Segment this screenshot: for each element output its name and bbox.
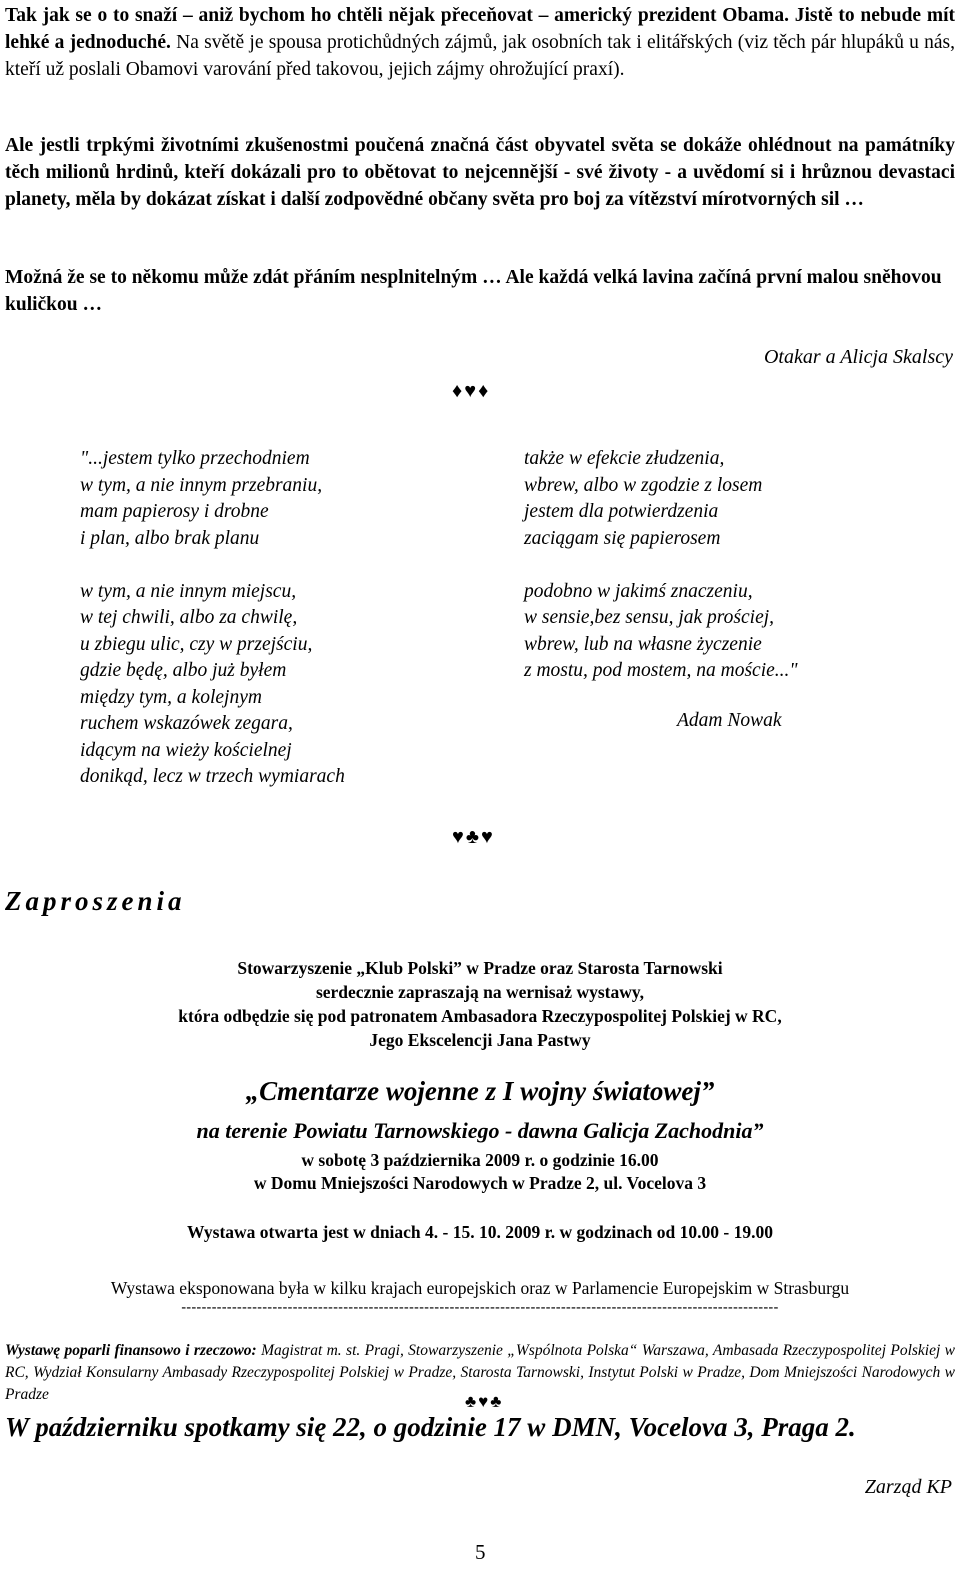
poem-line: mam papierosy i drobne [80,501,269,522]
poem-author: Adam Nowak [677,710,782,731]
poem-line: w tym, a nie innym miejscu, [80,580,297,602]
invitation-line: Jego Ekscelencji Jana Pastwy [369,1030,591,1050]
invitation-line: serdecznie zapraszają na wernisaż wystawy, [315,982,645,1002]
poem-line: między tym, a kolejnym [80,686,262,708]
poem-line: ruchem wskazówek zegara, [80,713,293,734]
section-title: Zaproszenia [5,886,186,916]
poem-line: w sensie,bez sensu, jak prościej, [524,607,775,628]
final-announcement: W październiku spotkamy się 22, o godzinie 17 w DMN, Vocelova 3, Praga 2. [5,1412,856,1442]
exhibition-history: Wystawa eksponowana była w kilku krajach europejskich oraz w Parlamencie Europejskim w Strasburgu [110,1278,850,1298]
poem-line: u zbiegu ulic, czy w przejściu, [80,633,313,655]
poem-stanza [524,446,798,552]
exhibition-place: w Domu Mniejszości Narodowych w Pradze 2, ul. Vocelova 3 [253,1173,707,1193]
poem-line: także w efekcie złudzenia, [524,448,725,469]
invitation-line: Stowarzyszenie „Klub Polski” w Pradze oraz Starosta Tarnowski [237,958,723,978]
poem-line: podobno w jakimś znaczeniu, [524,580,753,602]
poem-line: "...jestem tylko przechodniem [80,448,310,469]
intro-paragraph [5,2,955,83]
sponsors-text: Magistrat m. st. Pragi, Stowarzyszenie „Wspólnota Polska“ Warszawa, Ambasada Rzeczypospolitej Polskiej w RC, Wydział Konsularny Ambasady Rzeczypospolitej Polskiej w Pradze, Starosta Tarnowski, Instytut Polski w Pradze, Dom Mniejszości Narodowych w Pradze [5,1341,955,1403]
sponsors-lead: Wystawę poparli finansowo i rzeczowo: [5,1341,257,1359]
poem-line: wbrew, lub na własne życzenie [524,633,762,655]
page-number: 5 [475,1540,486,1564]
ornament-heart-club-icon: ♥♣♥ [452,826,495,848]
intro-bold-text: Tak jak se o to snaží – aniž bychom ho chtěli nějak přeceňovat – americký prezident Obama. Jistě to nebude mít lehké a jednoduché. [5,5,955,53]
poem-line: w tym, a nie innym przebraniu, [80,474,323,496]
poem-line: zaciągam się papierosem [524,527,721,549]
ornament-diamond-heart-icon: ♦♥♦ [452,380,491,402]
divider: ---------------------------------------------------------------------------------------------------------------------- [181,1300,779,1315]
poem-line: idącym na wieży kościelnej [80,739,292,761]
poem-left-column [80,446,345,817]
signature-zarzad: Zarząd KP [864,1476,952,1498]
invitation-line: która odbędzie się pod patronatem Ambasadora Rzeczypospolitej Polskiej w RC, [178,1006,782,1026]
poem-stanza [524,579,798,685]
exhibition-subtitle: na terenie Powiatu Tarnowskiego - dawna Galicja Zachodnia” [196,1118,764,1143]
poem-line: z mostu, pod mostem, na moście..." [524,660,798,681]
poem-line: jestem dla potwierdzenia [524,501,719,522]
exhibition-title: „Cmentarze wojenne z I wojny światowej” [245,1076,715,1106]
paragraph-3: Možná že se to někomu může zdát přáním nesplnitelným … Ale každá velká lavina začíná první malou sněhovou kuličkou … [5,267,942,315]
poem-line: gdzie będę, albo już byłem [80,660,287,681]
poem-line: donikąd, lecz w trzech wymiarach [80,766,345,787]
signature-skalscy: Otakar a Alicja Skalscy [763,346,953,368]
exhibition-open-hours: Wystawa otwarta jest w dniach 4. - 15. 10. 2009 r. w godzinach od 10.00 - 19.00 [187,1222,773,1242]
poem-stanza [80,579,345,791]
intro-normal-text: Na světě je spousa protichůdných zájmů, jak osobních tak i elitářských (viz těch pár hlupáků u nás, kteří už poslali Obamovi varování před takovou, jejich zájmy ohrožující praxí). [5,32,956,80]
ornament-club-heart-icon: ♣♥♣ [465,1392,504,1411]
poem-line: w tej chwili, albo za chwilę, [80,607,298,628]
exhibition-date: w sobotę 3 października 2009 r. o godzinie 16.00 [301,1150,659,1170]
poem-right-column [524,446,798,711]
paragraph-2: Ale jestli trpkými životními zkušenostmi poučená značná část obyvatel světa se dokáže ohlédnout na památníky těch milionů hrdinů, kteří dokázali pro to obětovat to nejcennější - své životy - a uvědomí si i hrůznou devastaci planety, měla by dokázat získat i další zodpovědné občany světa pro boj za vítězství mírotvorných sil … [5,135,955,210]
poem-line: i plan, albo brak planu [80,527,260,549]
poem-stanza [80,446,345,552]
poem-line: wbrew, albo w zgodzie z losem [524,474,763,496]
